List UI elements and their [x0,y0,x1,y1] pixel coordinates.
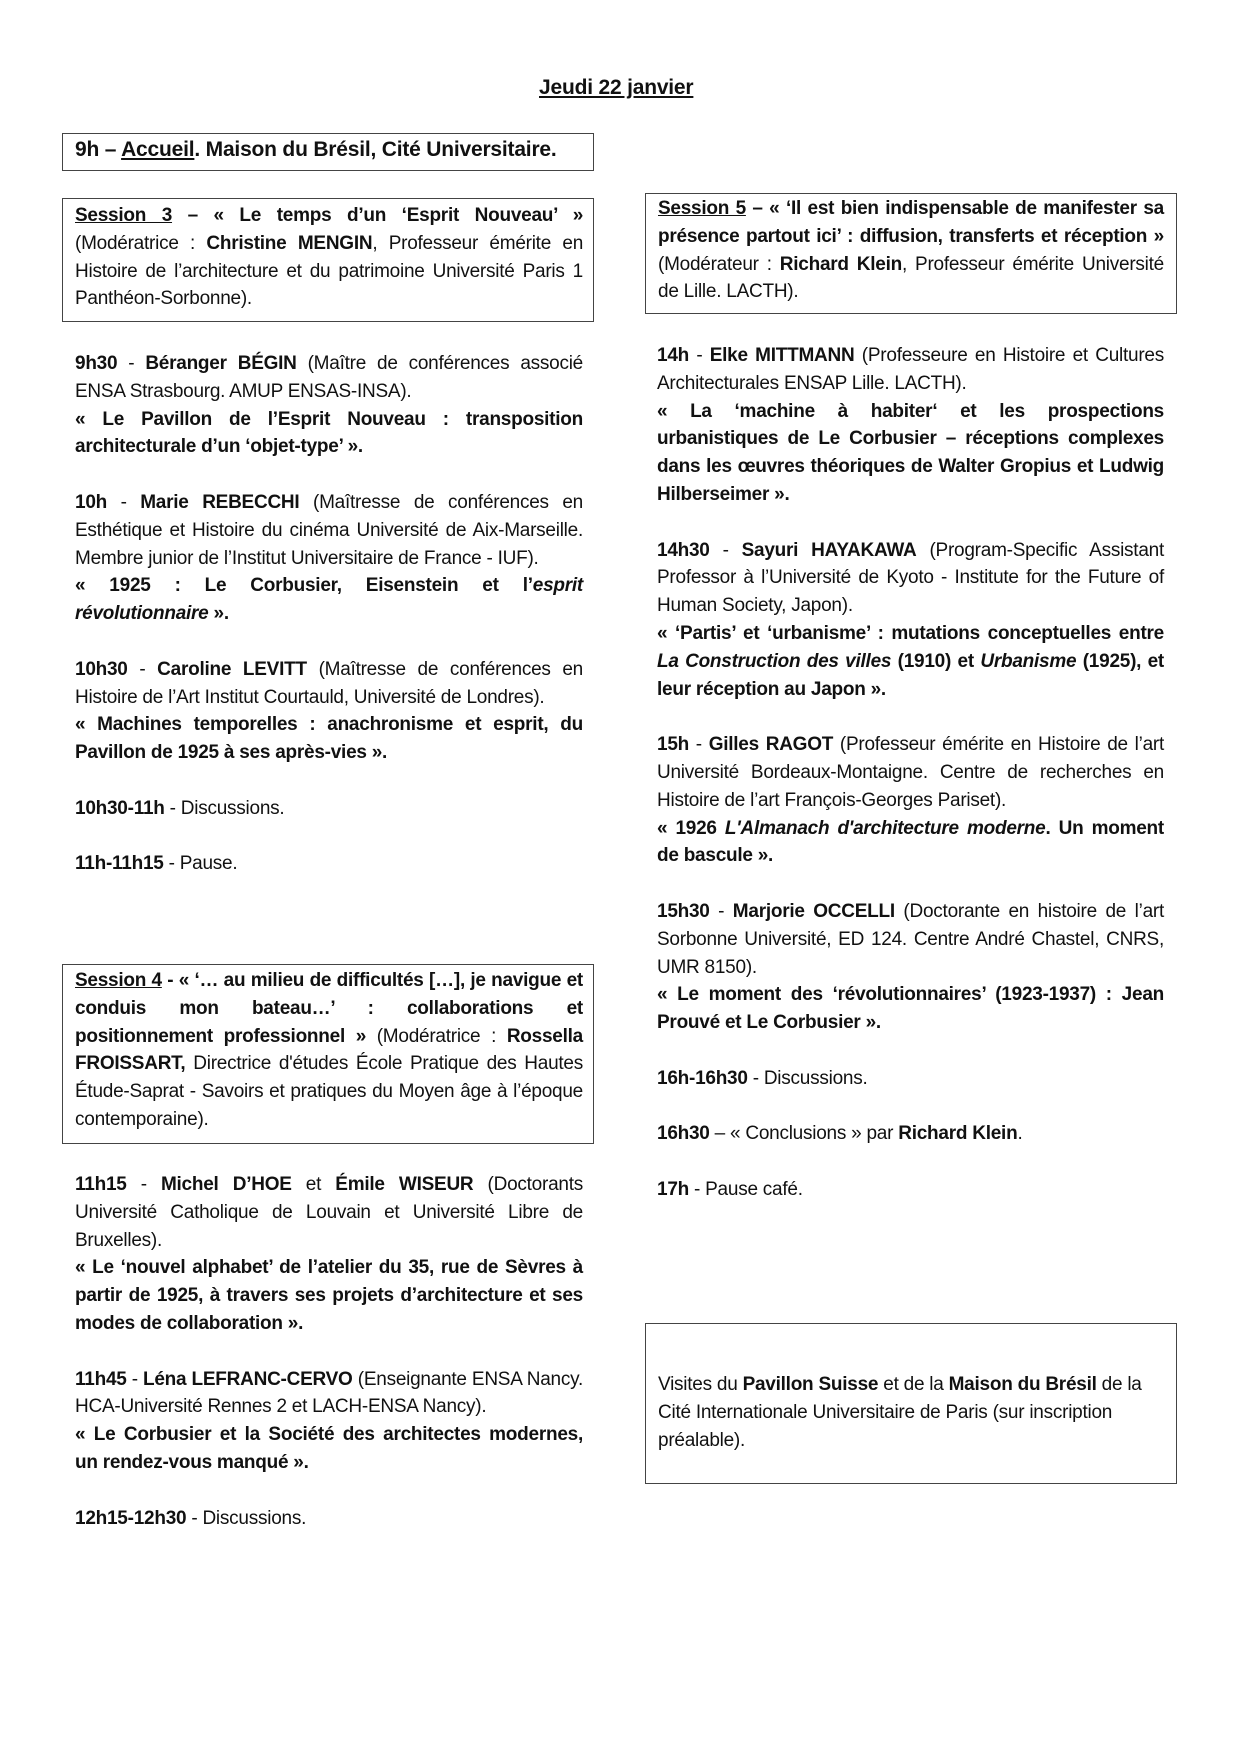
accueil-time: 9h – [75,138,122,161]
session-3-box [62,198,594,322]
item-time: 16h30 [657,1123,710,1145]
page-title: Jeudi 22 janvier [539,76,694,99]
item-time: 10h30-11h [75,797,165,819]
separator: - [689,345,710,366]
item-time: 16h-16h30 [657,1067,748,1089]
talk-title: « Le moment des ‘révolutionnaires’ (1923-1937) : Jean Prouvé et Le Corbusier ». [657,984,1164,1034]
talk-title-part: « 1925 : Le Corbusier, Eisenstein et l’ [75,575,533,597]
speaker-affiliation: (Doctorante en histoire de l’art Sorbonne Université, ED 124. Centre André Chastel, CNRS, UMR 8150). [657,900,1165,978]
talk-title-part: « ‘Partis’ et ‘urbanisme’ : mutations conceptuelles entre [657,622,1164,644]
session-theme: « ‘… au milieu de difficultés […], je navigue et conduis mon bateau…’ : collaborations et positionnement professionnel » [75,970,583,1047]
item-time: 17h [657,1178,689,1200]
speaker-affiliation: (Maître de conférences associé ENSA Strasbourg. AMUP ENSAS-INSA). [75,353,583,402]
visites-text: et de la [878,1374,949,1395]
moderator-prefix: (Modérateur : [658,253,780,275]
speaker-affiliation: (Maîtresse de conférences en Esthétique et Histoire du cinéma Université de Aix-Marseille. Membre junior de l’Institut Universitaire de France - IUF). [75,491,583,569]
separator: – [745,198,770,219]
talk-time: 15h30 [657,900,710,922]
item-time: 12h15-12h30 [75,1507,187,1529]
speaker-affiliation: (Enseignante ENSA Nancy. HCA-Université Rennes 2 et LACH-ENSA Nancy). [75,1368,583,1418]
venue-name: Maison du Brésil [948,1374,1097,1395]
talk-title-italic: esprit révolutionnaire [75,575,583,625]
left-column-part2 [75,1171,583,1532]
talk-title [657,815,1164,871]
speaker-name: Sayuri HAYAKAWA [741,539,917,561]
accueil-box [62,133,594,171]
separator: - [126,1174,161,1195]
talk-title [75,572,583,628]
talk-title-part: « 1926 [657,817,725,839]
separator: - [117,353,146,374]
accueil-location: . Maison du Brésil, Cité Universitaire. [194,138,557,161]
talk-item [75,656,583,767]
pause-item [657,1176,1164,1204]
moderator-affiliation: Directrice d'études École Pratique des Hautes Étude-Saprat - Savoirs et pratiques du Moyen âge à l’époque contemporaine). [75,1053,583,1130]
talk-title: « Machines temporelles : anachronisme et esprit, du Pavillon de 1925 à ses après-vies ». [75,714,583,764]
separator: - [689,734,709,756]
discussion-item [75,795,583,823]
moderator-prefix: (Modératrice : [75,232,207,254]
speaker-name: Émile WISEUR [335,1174,474,1195]
talk-item [657,731,1164,870]
separator: - [709,539,742,561]
talk-time: 14h [657,345,689,366]
venue-name: Pavillon Suisse [742,1374,879,1395]
talk-title [657,620,1164,703]
talk-title-italic: La Construction des villes [657,650,892,672]
talk-time: 15h [657,734,689,756]
talk-time: 14h30 [657,539,710,561]
speaker-name: Caroline LEVITT [157,658,307,680]
separator: - [107,491,141,513]
accueil-label: Accueil [121,138,195,161]
moderator-affiliation: , Professeur émérite Université de Lille. LACTH). [658,253,1164,303]
speaker-name: Gilles RAGOT [708,734,834,756]
talk-time: 10h30 [75,658,128,680]
talk-item [75,489,583,628]
visites-text: de la Cité Internationale Universitaire de Paris (sur inscription préalable). [658,1374,1142,1451]
item-text: - Pause. [163,853,238,875]
session-5-box [645,193,1177,314]
item-time: 11h-11h15 [75,853,164,875]
conjunction: et [291,1174,336,1195]
conclusions-item [657,1120,1164,1148]
visites-box [645,1323,1177,1484]
session-label: Session 5 [658,198,746,219]
speaker-name: Michel D’HOE [160,1174,292,1195]
visites-text: Visites du [658,1374,743,1395]
talk-time: 11h45 [75,1368,127,1390]
item-text: - Discussions. [164,797,285,819]
talk-title-italic: L'Almanach d'architecture moderne [724,817,1046,839]
separator: - [161,970,179,991]
speaker-name: Béranger BÉGIN [145,353,297,374]
separator: - [709,900,733,922]
session-label: Session 4 [75,970,162,991]
talk-time: 9h30 [75,353,118,374]
talk-item [75,1366,583,1477]
talk-title-italic: Urbanisme [980,650,1077,672]
talk-item [657,898,1164,1037]
talk-title-part: . Un moment de bascule ». [657,817,1164,867]
session-theme: « Le temps d’un ‘Esprit Nouveau’ » [213,205,584,226]
punctuation: . [1017,1123,1023,1145]
separator: - [127,658,158,680]
session-4-box [62,964,594,1144]
talk-title-part: (1910) et [891,650,981,672]
speaker-name: Léna LEFRANC-CERVO [143,1368,353,1390]
talk-item [75,350,583,461]
moderator-affiliation: , Professeur émérite en Histoire de l’architecture et du patrimoine Université Paris 1 Panthéon-Sorbonne). [75,232,584,310]
talk-item [657,342,1164,509]
speaker-name: Elke MITTMANN [709,345,855,366]
talk-time: 11h15 [75,1174,127,1195]
left-column-part1 [75,350,583,878]
talk-title: « Le Corbusier et la Société des architectes modernes, un rendez-vous manqué ». [75,1424,583,1473]
speaker-name: Marjorie OCCELLI [732,900,895,922]
pause-item [75,850,583,878]
moderator-prefix: (Modératrice : [366,1025,507,1047]
moderator-name: Rossella FROISSART, [75,1025,583,1075]
talk-title: « La ‘machine à habiter‘ et les prospections urbanistiques de Le Corbusier – réceptions complexes dans les œuvres théoriques de Walter Gropius et Ludwig Hilberseimer ». [657,400,1164,505]
discussion-item [75,1505,583,1533]
item-text: – « Conclusions » par [709,1123,899,1145]
talk-item [657,537,1164,704]
talk-title: « Le ‘nouvel alphabet’ de l’atelier du 35, rue de Sèvres à partir de 1925, à travers ses projets d’architecture et ses modes de collaboration ». [75,1257,583,1334]
talk-title: « Le Pavillon de l’Esprit Nouveau : transposition architecturale d’un ‘objet-type’ ». [75,408,583,458]
speaker-affiliation: (Doctorants Université Catholique de Louvain et Université Libre de Bruxelles). [75,1174,583,1251]
moderator-name: Richard Klein [779,253,902,275]
item-text: - Discussions. [186,1507,307,1529]
speaker-name: Marie REBECCHI [140,491,300,513]
separator: – [172,205,214,226]
talk-title-part: (1925), et leur réception au Japon ». [657,650,1165,700]
discussion-item [657,1065,1164,1093]
speaker-affiliation: (Program-Specific Assistant Professor à l’Université de Kyoto - Institute for the Future of Human Society, Japon). [657,539,1164,617]
session-theme: « ‘Il est bien indispensable de manifester sa présence partout ici’ : diffusion, transferts et réception » [658,198,1164,247]
moderator-name: Christine MENGIN [206,232,373,254]
talk-item [75,1171,583,1338]
session-label: Session 3 [75,205,173,226]
talk-time: 10h [75,491,107,513]
speaker-affiliation: (Professeur émérite en Histoire de l’art Université Bordeaux-Montaigne. Centre de recherches en Histoire de l’art François-Georges Pariset). [657,734,1165,811]
item-text: - Discussions. [747,1067,868,1089]
speaker-affiliation: (Maîtresse de conférences en Histoire de l’Art Institut Courtauld, Université de Londres). [75,658,583,708]
separator: - [126,1368,143,1390]
speaker-affiliation: (Professeure en Histoire et Cultures Architecturales ENSAP Lille. LACTH). [657,345,1164,394]
right-column [657,342,1164,1204]
item-text: - Pause café. [689,1178,803,1200]
talk-title-part: ». [208,603,229,625]
speaker-name: Richard Klein [898,1123,1018,1145]
